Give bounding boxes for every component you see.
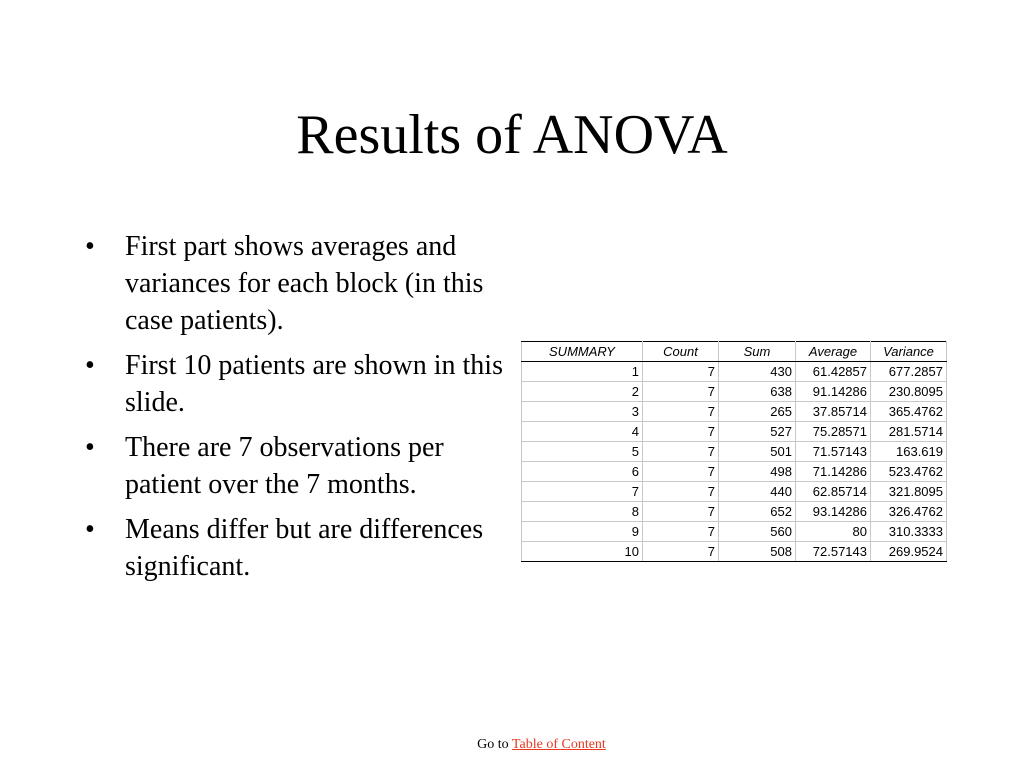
cell-average: 80 — [796, 522, 871, 542]
cell-count: 7 — [643, 362, 719, 382]
cell-count: 7 — [643, 422, 719, 442]
cell-count: 7 — [643, 522, 719, 542]
header-variance: Variance — [871, 342, 947, 362]
cell-summary: 4 — [522, 422, 643, 442]
bullet-text: Means differ but are differences significant. — [125, 514, 484, 582]
cell-count: 7 — [643, 542, 719, 562]
cell-summary: 6 — [522, 462, 643, 482]
cell-variance: 523.4762 — [871, 462, 947, 482]
header-sum: Sum — [719, 342, 796, 362]
cell-summary: 3 — [522, 402, 643, 422]
cell-variance: 326.4762 — [871, 502, 947, 522]
cell-count: 7 — [643, 502, 719, 522]
cell-sum: 265 — [719, 402, 796, 422]
bullet-text: There are 7 observations per patient over the 7 months. — [125, 432, 444, 500]
cell-sum: 501 — [719, 442, 796, 462]
cell-count: 7 — [643, 482, 719, 502]
cell-sum: 440 — [719, 482, 796, 502]
cell-average: 37.85714 — [796, 402, 871, 422]
cell-summary: 9 — [522, 522, 643, 542]
cell-average: 61.42857 — [796, 362, 871, 382]
table-of-content-link[interactable]: Table of Content — [511, 737, 606, 752]
bullet-item — [85, 429, 505, 503]
cell-sum: 430 — [719, 362, 796, 382]
cell-count: 7 — [643, 462, 719, 482]
cell-sum: 498 — [719, 462, 796, 482]
table-row — [522, 442, 947, 462]
table-row — [522, 482, 947, 502]
cell-variance: 677.2857 — [871, 362, 947, 382]
bullet-icon: • — [85, 432, 95, 463]
cell-count: 7 — [643, 382, 719, 402]
table-header-row — [522, 342, 947, 362]
cell-variance: 365.4762 — [871, 402, 947, 422]
header-summary: SUMMARY — [522, 342, 643, 362]
cell-sum: 527 — [719, 422, 796, 442]
cell-average: 93.14286 — [796, 502, 871, 522]
cell-count: 7 — [643, 442, 719, 462]
bullet-item — [85, 228, 505, 339]
cell-average: 71.57143 — [796, 442, 871, 462]
cell-count: 7 — [643, 402, 719, 422]
summary-table — [521, 341, 947, 562]
table-row — [522, 382, 947, 402]
table-row — [522, 462, 947, 482]
cell-average: 62.85714 — [796, 482, 871, 502]
header-count: Count — [643, 342, 719, 362]
table-row — [522, 362, 947, 382]
bullet-item — [85, 347, 505, 421]
cell-average: 72.57143 — [796, 542, 871, 562]
cell-variance: 269.9524 — [871, 542, 947, 562]
bullet-item — [85, 511, 505, 585]
cell-sum: 560 — [719, 522, 796, 542]
slide-title: Results of ANOVA — [296, 104, 728, 166]
cell-sum: 652 — [719, 502, 796, 522]
cell-summary: 7 — [522, 482, 643, 502]
cell-summary: 2 — [522, 382, 643, 402]
cell-variance: 281.5714 — [871, 422, 947, 442]
bullet-list — [85, 228, 505, 593]
bullet-text: First 10 patients are shown in this slide. — [125, 350, 503, 418]
bullet-icon: • — [85, 514, 95, 545]
cell-sum: 508 — [719, 542, 796, 562]
cell-sum: 638 — [719, 382, 796, 402]
table-row — [522, 522, 947, 542]
cell-summary: 5 — [522, 442, 643, 462]
table-row — [522, 402, 947, 422]
bullet-text: First part shows averages and variances for each block (in this case patients). — [125, 231, 484, 336]
table-row — [522, 542, 947, 562]
bullet-icon: • — [85, 231, 95, 262]
cell-variance: 230.8095 — [871, 382, 947, 402]
bullet-icon: • — [85, 350, 95, 381]
footer — [0, 736, 1024, 754]
table-body — [522, 362, 947, 562]
cell-variance: 321.8095 — [871, 482, 947, 502]
table-row — [522, 502, 947, 522]
cell-average: 91.14286 — [796, 382, 871, 402]
table-row — [522, 422, 947, 442]
cell-average: 71.14286 — [796, 462, 871, 482]
cell-variance: 163.619 — [871, 442, 947, 462]
summary-table-container — [521, 341, 947, 562]
cell-summary: 1 — [522, 362, 643, 382]
cell-summary: 8 — [522, 502, 643, 522]
cell-average: 75.28571 — [796, 422, 871, 442]
cell-summary: 10 — [522, 542, 643, 562]
footer-prefix: Go to — [477, 737, 509, 752]
cell-variance: 310.3333 — [871, 522, 947, 542]
header-average: Average — [796, 342, 871, 362]
